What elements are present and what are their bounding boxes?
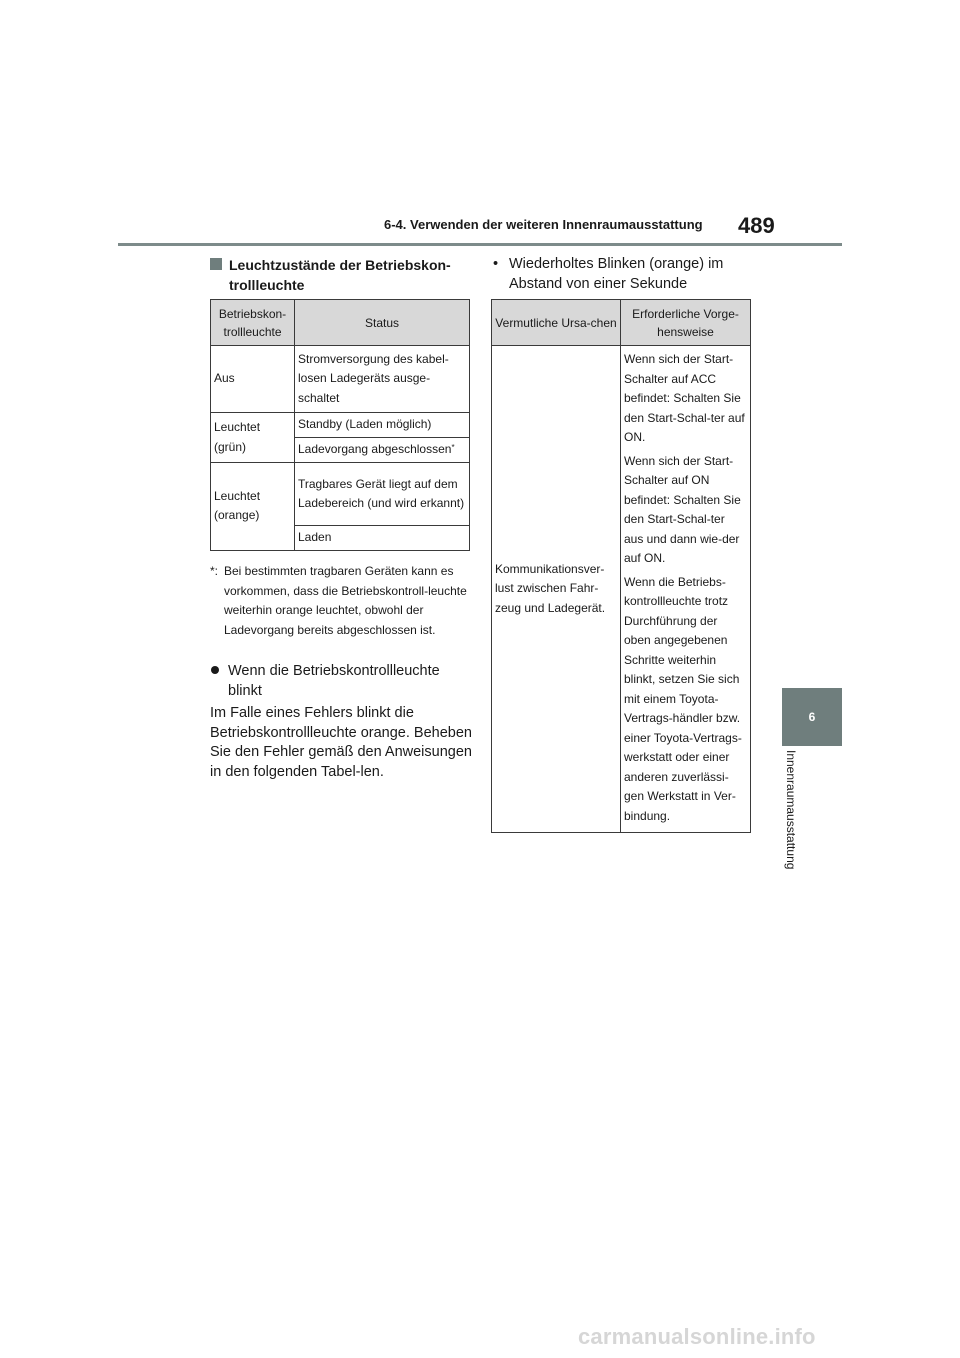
header-rule — [118, 243, 842, 246]
table-header-cell: Erforderliche Vorge-hensweise — [621, 300, 751, 346]
section-heading-text: Leuchtzustände der Betriebskon-trollleuchte — [229, 257, 451, 293]
cause-table — [491, 299, 751, 833]
header-title: 6-4. Verwenden der weiteren Innenraumausstattung — [384, 217, 703, 232]
chapter-name: Innenraumausstattung — [784, 750, 798, 870]
table-header-row — [492, 300, 751, 346]
lamp-cell: Leuchtet (grün) — [211, 413, 295, 463]
table-row — [211, 413, 470, 438]
bullet-dot-icon — [211, 666, 219, 674]
table-header-cell: Betriebskon-trollleuchte — [211, 300, 295, 346]
bullet-mark: • — [493, 256, 499, 272]
table-header-cell: Status — [295, 300, 470, 346]
sub-bullet-text: Wiederholtes Blinken (orange) im Abstand von einer Sekunde — [509, 256, 724, 292]
table-row — [211, 463, 470, 526]
chapter-side-label — [776, 750, 806, 900]
chapter-tab — [782, 688, 842, 746]
section-heading — [210, 255, 472, 295]
footnote-text: Bei bestimmten tragbaren Geräten kann es vorkommen, dass die Betriebskontroll-leuchte weiterhin orange leuchtet, obwohl der Ladevorgang bereits abgeschlossen ist. — [224, 564, 467, 637]
status-cell: Standby (Laden möglich) — [295, 413, 470, 438]
table-header-cell: Vermutliche Ursa-chen — [492, 300, 621, 346]
table-header-row — [211, 300, 470, 346]
status-cell: Stromversorgung des kabel-losen Ladegeräts ausge-schaltet — [295, 346, 470, 413]
status-table — [210, 299, 470, 551]
page-number: 489 — [738, 213, 775, 238]
status-cell — [295, 438, 470, 463]
square-bullet-icon — [210, 258, 222, 270]
cause-cell: Kommunikationsver-lust zwischen Fahr-zeug und Ladegerät. — [492, 346, 621, 833]
bullet-heading-text: Wenn die Betriebskontrollleuchte blinkt — [228, 663, 440, 699]
solution-step: Wenn sich der Start-Schalter auf ACC befindet: Schalten Sie den Start-Schal-ter auf ON. — [624, 352, 745, 444]
footnote — [210, 562, 472, 640]
solution-step: Wenn die Betriebs-kontrollleuchte trotz Durchführung der oben angegebenen Schritte weiterhin blinkt, setzen Sie sich mit einem Toyota-Vertrags-händler bzw. einer Toyota-Vertrags-werkstatt oder einer anderen zuverlässi-gen Werkstatt in Ver-bindung. — [624, 574, 742, 823]
watermark: carmanualsonline.info — [578, 1324, 816, 1349]
lamp-cell: Leuchtet (orange) — [211, 463, 295, 551]
table-row — [492, 346, 751, 833]
sub-bullet — [491, 255, 753, 294]
status-cell: Tragbares Gerät liegt auf dem Ladebereich (und wird erkannt) — [295, 463, 470, 526]
body-paragraph: Im Falle eines Fehlers blinkt die Betriebskontrollleuchte orange. Beheben Sie den Fehler gemäß den Anweisungen in den folgenden Tabel-len. — [210, 705, 472, 780]
solution-step: Wenn sich der Start-Schalter auf ON befindet: Schalten Sie den Start-Schal-ter aus und dann wie-der auf ON. — [624, 453, 741, 565]
table-row — [211, 346, 470, 413]
chapter-number: 6 — [808, 710, 816, 724]
status-text: Ladevorgang abgeschlossen — [298, 442, 452, 457]
lamp-cell: Aus — [211, 346, 295, 413]
bullet-heading — [210, 661, 472, 701]
footnote-mark: *: — [210, 564, 219, 578]
status-cell: Laden — [295, 526, 470, 551]
footnote-mark: * — [451, 443, 455, 453]
solution-cell — [621, 346, 751, 833]
